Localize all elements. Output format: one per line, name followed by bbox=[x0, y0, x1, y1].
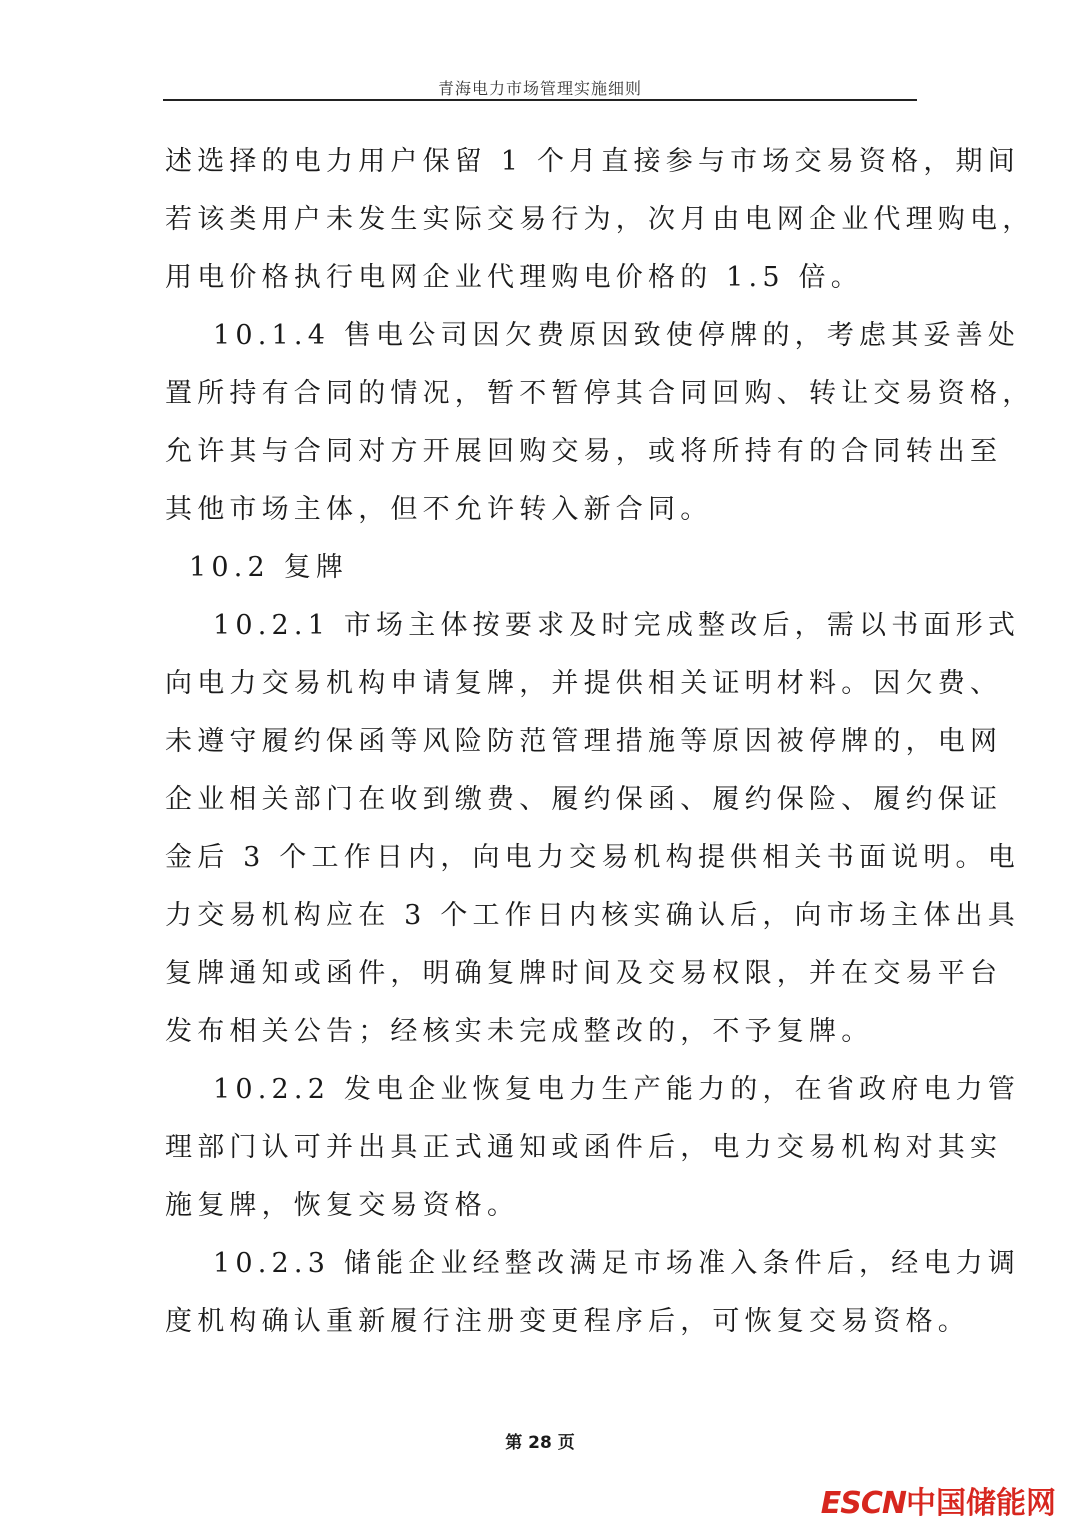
paragraph-line: 企业相关部门在收到缴费、履约保函、履约保险、履约保证 bbox=[165, 784, 1003, 815]
paragraph-line: 复牌通知或函件，明确复牌时间及交易权限，并在交易平台 bbox=[165, 958, 1003, 989]
clause-10-2-1: 10.2.1 市场主体按要求及时完成整改后，需以书面形式 bbox=[213, 610, 1021, 641]
clause-10-2-2: 10.2.2 发电企业恢复电力生产能力的，在省政府电力管 bbox=[213, 1074, 1021, 1105]
clause-10-2-3: 10.2.3 储能企业经整改满足市场准入条件后，经电力调 bbox=[213, 1248, 1021, 1279]
paragraph-line: 允许其与合同对方开展回购交易，或将所持有的合同转出至 bbox=[165, 436, 1003, 467]
paragraph-line: 度机构确认重新履行注册变更程序后，可恢复交易资格。 bbox=[165, 1306, 970, 1337]
watermark-logo bbox=[821, 1478, 1056, 1522]
paragraph-line: 向电力交易机构申请复牌，并提供相关证明材料。因欠费、 bbox=[165, 668, 1003, 699]
paragraph-line: 述选择的电力用户保留 1 个月直接参与市场交易资格，期间 bbox=[165, 146, 1020, 177]
paragraph-line: 置所持有合同的情况，暂不暂停其合同回购、转让交易资格， bbox=[165, 378, 1035, 409]
page-number: 第 28 页 bbox=[505, 1433, 575, 1453]
document-body bbox=[165, 133, 1035, 1351]
section-heading-10-2: 10.2 复牌 bbox=[189, 552, 349, 583]
page-header-title: 青海电力市场管理实施细则 bbox=[437, 79, 642, 98]
clause-10-1-4: 10.1.4 售电公司因欠费原因致使停牌的，考虑其妥善处 bbox=[213, 320, 1021, 351]
paragraph-line: 用电价格执行电网企业代理购电价格的 1.5 倍。 bbox=[165, 262, 863, 293]
paragraph-line: 未遵守履约保函等风险防范管理措施等原因被停牌的，电网 bbox=[165, 726, 1003, 757]
paragraph-line: 力交易机构应在 3 个工作日内核实确认后，向市场主体出具 bbox=[165, 900, 1020, 931]
paragraph-line: 发布相关公告；经核实未完成整改的，不予复牌。 bbox=[165, 1016, 874, 1047]
watermark-latin: ESCN bbox=[820, 1486, 906, 1521]
header-divider bbox=[163, 99, 917, 101]
paragraph-line: 若该类用户未发生实际交易行为，次月由电网企业代理购电， bbox=[165, 204, 1035, 235]
paragraph-line: 其他市场主体，但不允许转入新合同。 bbox=[165, 494, 713, 525]
paragraph-line: 金后 3 个工作日内，向电力交易机构提供相关书面说明。电 bbox=[165, 842, 1020, 873]
watermark-chinese: 中国储能网 bbox=[906, 1486, 1056, 1521]
paragraph-line: 施复牌，恢复交易资格。 bbox=[165, 1190, 520, 1221]
paragraph-line: 理部门认可并出具正式通知或函件后，电力交易机构对其实 bbox=[165, 1132, 1003, 1163]
